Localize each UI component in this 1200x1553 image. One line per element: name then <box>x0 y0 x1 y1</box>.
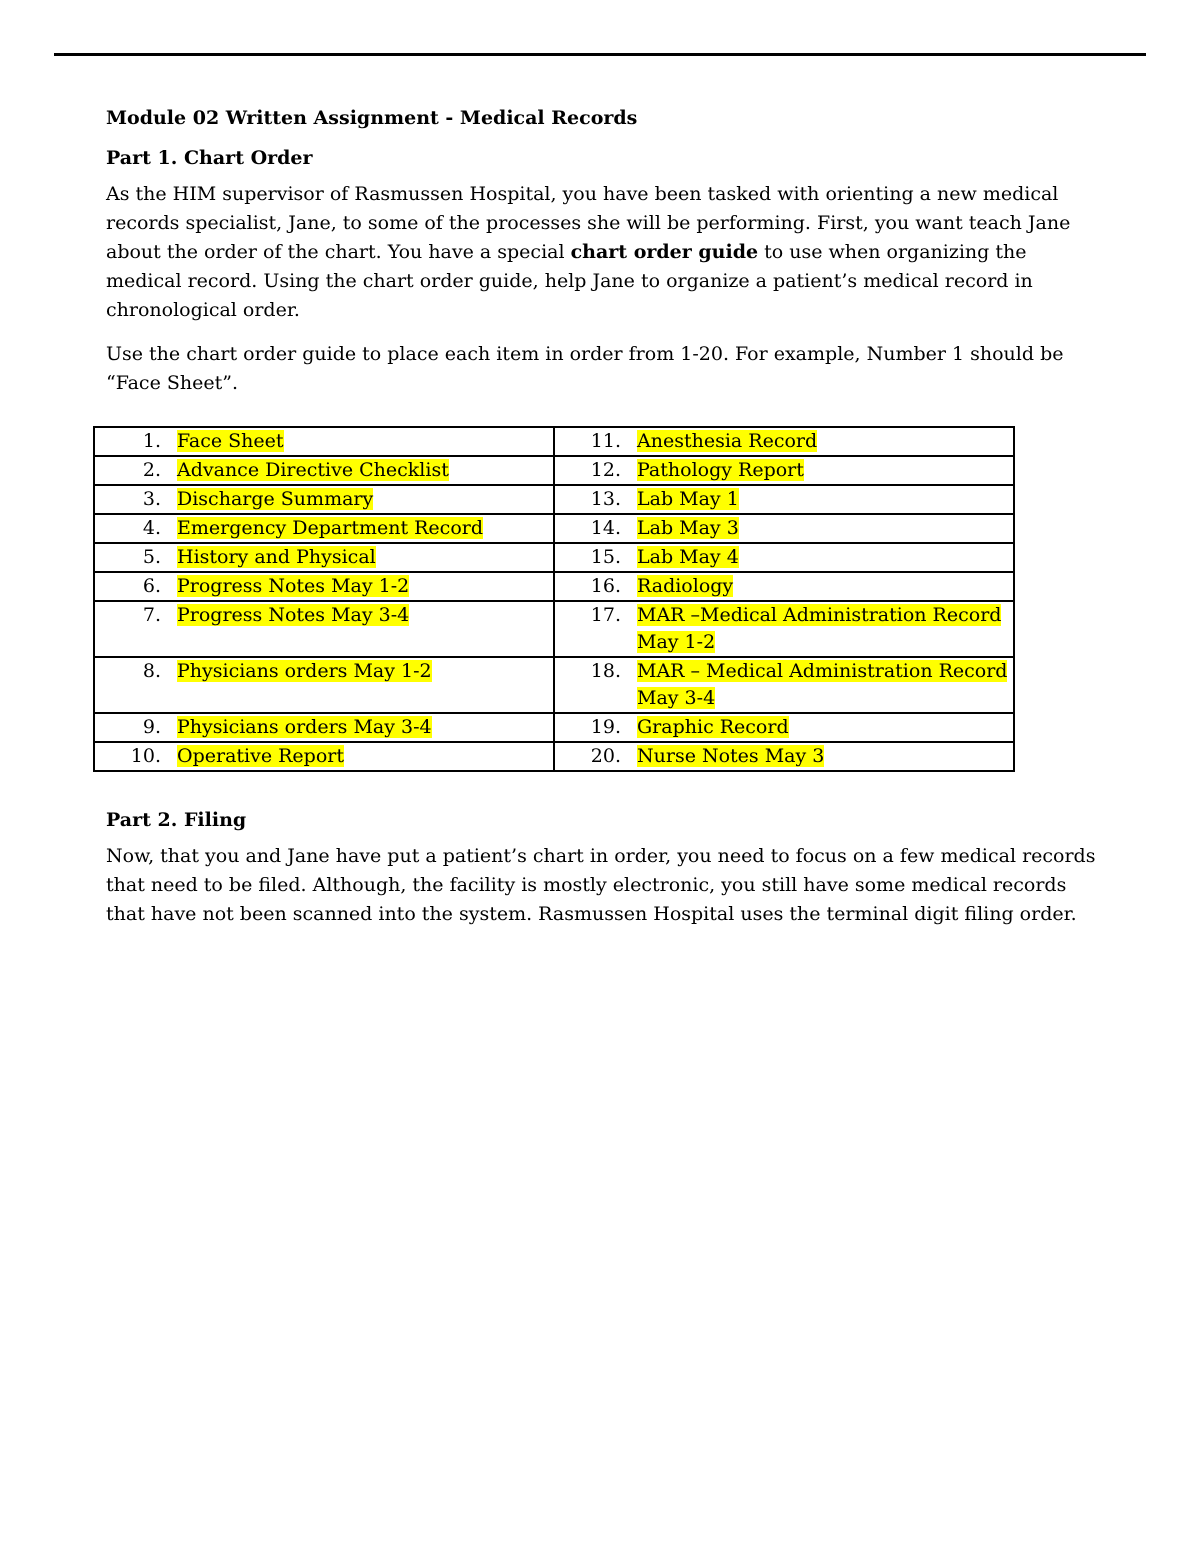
table-row <box>94 485 1014 514</box>
chart-item: Pathology Report <box>637 459 804 481</box>
part2-paragraph: Now, that you and Jane have put a patient’s chart in order, you need to focus on a few medical records that need to be filed. Although, the facility is mostly electronic, you still have some medical records that have not been scanned into the system. Rasmussen Hospital uses the terminal digit filing order. <box>106 845 1096 925</box>
table-cell <box>94 657 554 713</box>
table-row <box>94 543 1014 572</box>
chart-order-table <box>93 426 1015 772</box>
table-cell <box>94 543 554 572</box>
table-cell <box>554 713 1014 742</box>
table-row <box>94 601 1014 657</box>
item-number: 11. <box>590 430 621 452</box>
item-number: 19. <box>590 716 621 738</box>
table-row <box>94 514 1014 543</box>
chart-item: Advance Directive Checklist <box>177 459 449 481</box>
table-cell <box>94 427 554 456</box>
item-number: 4. <box>142 517 161 539</box>
header-rule <box>54 53 1146 56</box>
table-cell <box>554 657 1014 713</box>
item-number: 9. <box>142 716 161 738</box>
item-number: 7. <box>142 604 161 626</box>
item-number: 15. <box>590 546 621 568</box>
part2-heading: Part 2. Filing <box>106 809 247 831</box>
table-row <box>94 713 1014 742</box>
table-cell <box>554 742 1014 771</box>
item-number: 17. <box>590 604 621 626</box>
table-cell <box>94 485 554 514</box>
chart-item: Physicians orders May 3-4 <box>177 716 432 738</box>
table-cell <box>94 456 554 485</box>
chart-item: Physicians orders May 1-2 <box>177 660 432 682</box>
chart-item: Discharge Summary <box>177 488 374 510</box>
table-cell <box>94 713 554 742</box>
item-number: 2. <box>142 459 161 481</box>
item-number: 16. <box>590 575 621 597</box>
item-number: 6. <box>142 575 161 597</box>
part1-intro-paragraph <box>106 180 1106 325</box>
table-cell <box>94 572 554 601</box>
table-cell <box>94 514 554 543</box>
table-cell <box>94 601 554 657</box>
chart-item: Lab May 3 <box>637 517 739 539</box>
table-cell <box>554 456 1014 485</box>
chart-item: History and Physical <box>177 546 376 568</box>
chart-item: Operative Report <box>177 745 344 767</box>
part1-instruction-paragraph: Use the chart order guide to place each item in order from 1-20. For example, Number 1 should be “Face Sheet”. <box>106 343 1064 394</box>
table-cell <box>554 601 1014 657</box>
table-row <box>94 456 1014 485</box>
table-cell <box>554 572 1014 601</box>
item-number: 18. <box>590 660 621 682</box>
chart-item: Anesthesia Record <box>637 430 818 452</box>
table-row <box>94 657 1014 713</box>
item-number: 13. <box>590 488 621 510</box>
chart-order-guide-emphasis: chart order guide <box>570 241 759 263</box>
item-number: 14. <box>590 517 621 539</box>
item-number: 10. <box>130 745 161 767</box>
item-number: 20. <box>590 745 621 767</box>
chart-item: MAR – Medical Administration Record May 3-4 <box>637 660 1008 709</box>
chart-item: Lab May 1 <box>637 488 739 510</box>
table-cell <box>94 742 554 771</box>
table-cell <box>554 427 1014 456</box>
chart-item: Progress Notes May 1-2 <box>177 575 410 597</box>
part1-heading: Part 1. Chart Order <box>106 147 313 169</box>
part1-intro-text-a: As the HIM supervisor of Rasmussen Hospital, you have been tasked with orienting a new medical records specialist, Jane, to some of the processes she will be performing. First, you want teach Jane about the order of the chart. You have a special <box>106 183 1071 263</box>
item-number: 3. <box>142 488 161 510</box>
table-cell <box>554 514 1014 543</box>
chart-item: MAR –Medical Administration Record May 1-2 <box>637 604 1002 653</box>
item-number: 1. <box>142 430 161 452</box>
document-title: Module 02 Written Assignment - Medical Records <box>106 107 638 129</box>
part2-section <box>106 806 1106 944</box>
table-cell <box>554 485 1014 514</box>
chart-item: Face Sheet <box>177 430 284 452</box>
chart-item: Graphic Record <box>637 716 789 738</box>
item-number: 8. <box>142 660 161 682</box>
chart-item: Progress Notes May 3-4 <box>177 604 410 626</box>
chart-item: Nurse Notes May 3 <box>637 745 825 767</box>
chart-item: Emergency Department Record <box>177 517 484 539</box>
item-number: 12. <box>590 459 621 481</box>
part1-intro-text-b: to use when organizing the medical record. Using the chart order guide, help Jane to organize a patient’s medical record in chronological order. <box>106 241 1033 321</box>
chart-item: Lab May 4 <box>637 546 739 568</box>
table-row <box>94 572 1014 601</box>
table-row <box>94 742 1014 771</box>
table-row <box>94 427 1014 456</box>
part1-section <box>106 100 1106 413</box>
item-number: 5. <box>142 546 161 568</box>
chart-item: Radiology <box>637 575 734 597</box>
table-cell <box>554 543 1014 572</box>
